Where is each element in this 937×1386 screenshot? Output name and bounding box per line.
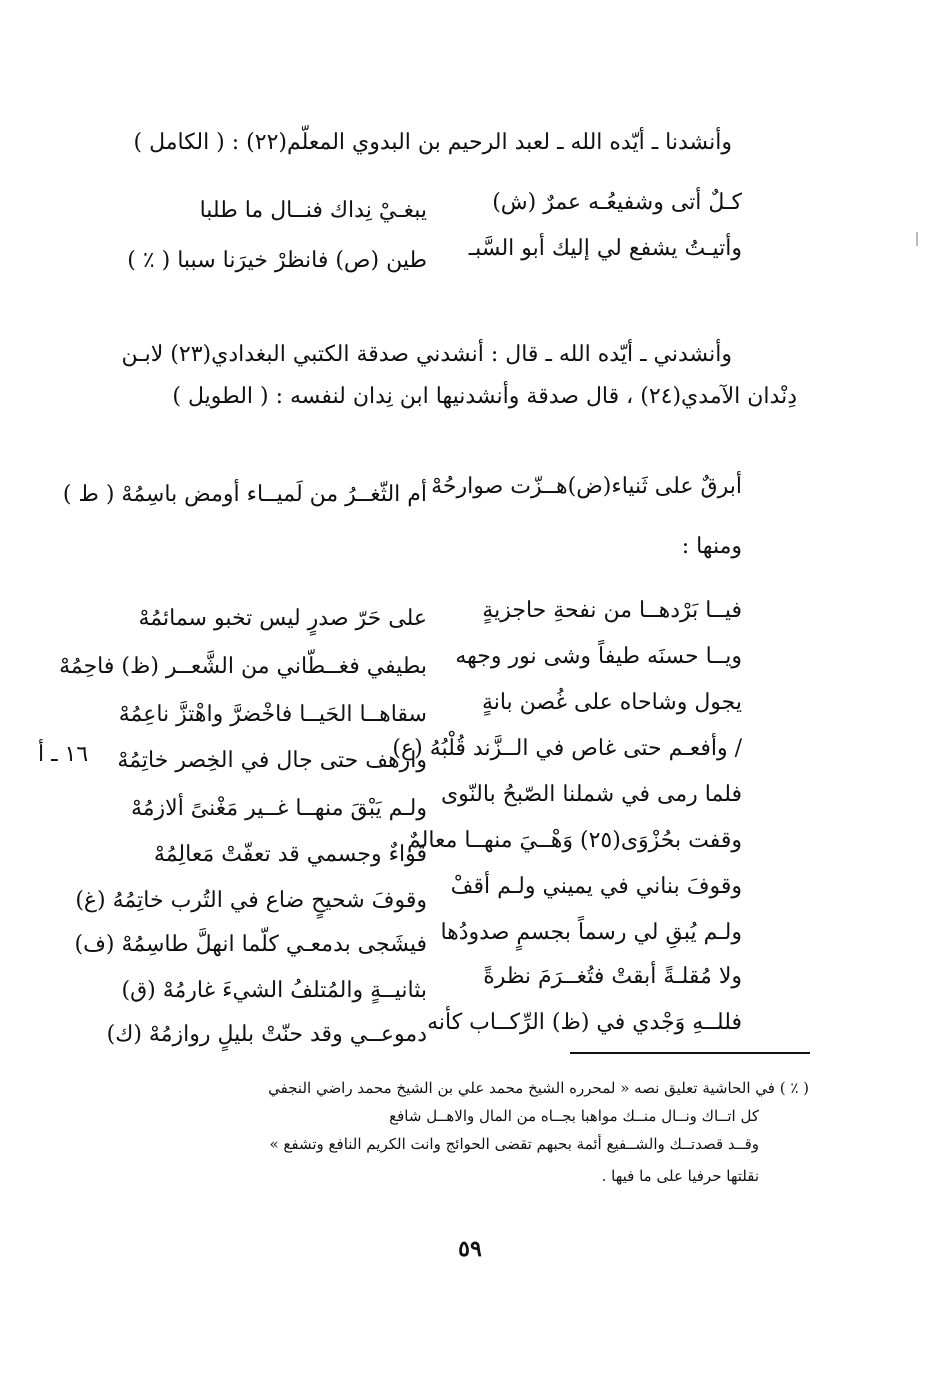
verse3-10-left: دموعــي وقد حنّتْ بليلٍ روازمُهْ (ك) xyxy=(106,1022,427,1047)
verse3-8-left: فيشَجى بدمعـي كلّما انهلَّ طاسِمُهْ (ف) xyxy=(74,932,427,957)
footnote-separator xyxy=(570,1052,810,1054)
prose-intro-2-line-2: دِنْدان الآمدي(٢٤) ، قال صدقة وأنشدنيها ابن نِدان لنفسه : ( الطويل ) xyxy=(172,384,797,409)
verse3-5-right: فلما رمى في شملنا الصّبحُ بالنّوى xyxy=(440,782,742,807)
footnote-line-4: نقلتها حرفيا على ما فيها . xyxy=(601,1167,759,1185)
verse1-2-left-hemistich: طين (ص) فانظرْ خيرَنا سببا ( ٪ ) xyxy=(127,248,427,273)
verse3-6-right: وقفت بحُزْوَى(٢٥) وَهْــيَ منهــا معالمٌ xyxy=(406,828,742,853)
verse1-1-left-hemistich: يبغـيْ نِداك فنــال ما طلبا xyxy=(199,198,427,223)
verse3-2-left: بطيفي فغــطّاني من الشَّعــر (ظ) فاحِمُهْ xyxy=(59,654,427,679)
footnote-line-2: كل اتــاك ونــال منــك مواهبا بجــاه من المال والاهــل شافع xyxy=(389,1107,759,1125)
verse3-1-right: فيــا بَرْدهــا من نفحةِ حاجزيةٍ xyxy=(482,598,742,623)
verse3-4-left: وارهف حتى جال في الخِصر خاتِمُهْ xyxy=(117,748,427,773)
footnote-line-1: ( ٪ ) في الحاشية تعليق نصه « لمحرره الشيخ محمد علي بن الشيخ محمد راضي النجفي xyxy=(268,1079,809,1097)
verse3-2-right: ويــا حسنَه طيفاً وشى نور وجهه xyxy=(455,644,742,669)
verse2-right-hemistich: أبرقٌ على ثَنياء(ض)هــزّت صوارحُهْ xyxy=(431,474,742,499)
verse1-1-right-hemistich: كـلٌ أتى وشفيعُـه عمرٌ (ش) xyxy=(492,190,742,215)
verse3-4-right: / وأفعـم حتى غاص في الــزَّند قُلْبُهُ (ع) xyxy=(392,736,742,761)
folio-margin-note: ١٦ ـ أ xyxy=(38,742,89,767)
minha-label: ومنها : xyxy=(681,534,742,559)
footnote-line-3: وقــد قصدتــك والشــفيع أئمة بحبهم تقضى الحوائج وانت الكريم النافع وتشفع » xyxy=(269,1135,759,1153)
verse3-3-right: يجول وشاحاه على غُصن بانةٍ xyxy=(481,690,742,715)
page-edge-mark xyxy=(916,232,918,246)
verse3-9-left: بثانيــةٍ والمُتلفُ الشيءَ غارمُهْ (ق) xyxy=(121,978,427,1003)
page-number: ٥٩ xyxy=(458,1236,482,1262)
verse3-10-right: فللــهِ وَجْدي في (ظ) الرِّكــاب كأنه xyxy=(427,1010,742,1035)
verse3-7-left: وقوفَ شحيحٍ ضاع في التُرب خاتِمُهُ (غ) xyxy=(75,888,427,913)
verse3-6-left: قَواءٌ وجسمي قد تعفّتْ مَعالِمُهْ xyxy=(153,842,427,867)
verse3-7-right: وقوفَ بناني في يميني ولـم أقفْ xyxy=(450,874,742,899)
prose-intro-1: وأنشدنا ـ أيّده الله ـ لعبد الرحيم بن البدوي المعلّم(٢٢) : ( الكامل ) xyxy=(133,130,732,155)
prose-intro-2-line-1: وأنشدني ـ أيّده الله ـ قال : أنشدني صدقة الكتبي البغدادي(٢٣) لابـن xyxy=(121,342,732,367)
verse3-1-left: على حَرّ صدرٍ ليس تخبو سمائمُهْ xyxy=(138,606,427,631)
verse3-9-right: ولا مُقلـةً أبقتْ فتُغــرَمَ نظرةً xyxy=(483,964,742,989)
verse2-left-hemistich: أم الثّغــرُ من لَميــاء أومض باسِمُهْ ( ط ) xyxy=(62,482,427,507)
verse3-3-left: سقاهــا الحَيــا فاخْضرَّ واهْتزَّ ناعِمُهْ xyxy=(118,702,427,727)
verse3-5-left: ولـم يَبْقَ منهــا غــير مَغْنىً ألازمُهْ xyxy=(130,796,427,821)
verse1-2-right-hemistich: وأتيـتُ يشفع لي إليك أبو السَّبـ xyxy=(468,236,742,261)
verse3-8-right: ولـم يُبقِ لي رسماً بجسمٍ صدودُها xyxy=(440,920,742,945)
